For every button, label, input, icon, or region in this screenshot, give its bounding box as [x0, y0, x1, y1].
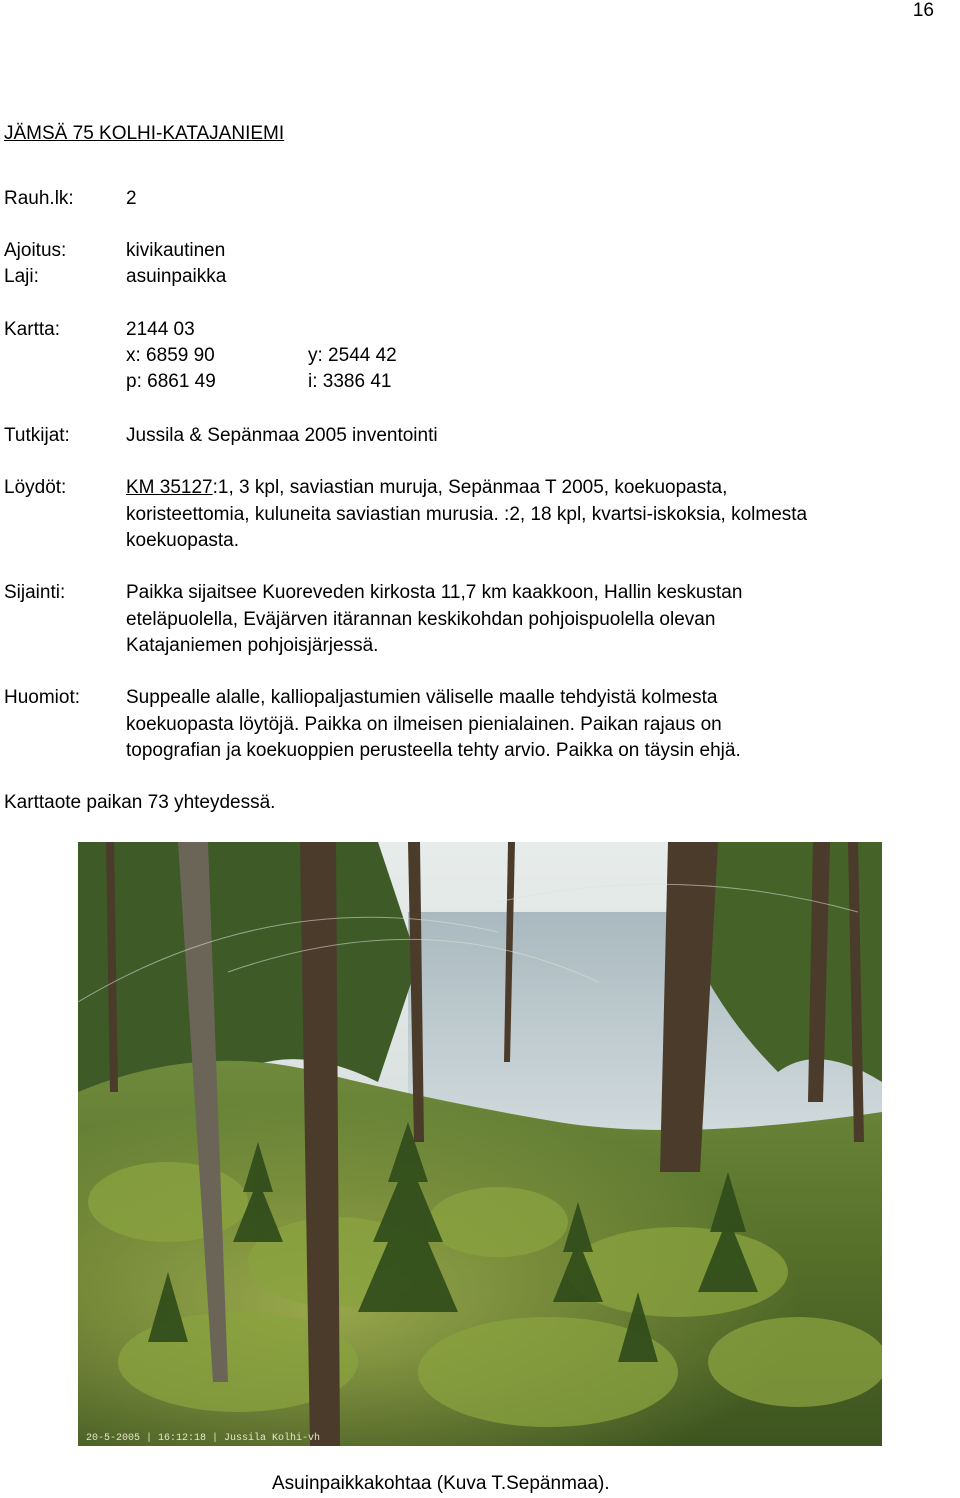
page-number: 16: [912, 0, 934, 21]
huomiot-label: Huomiot:: [4, 687, 81, 708]
site-title: JÄMSÄ 75 KOLHI-KATAJANIEMI: [4, 123, 285, 144]
tutkijat-label: Tutkijat:: [4, 425, 70, 446]
y-coordinate: y: 2544 42: [308, 345, 397, 366]
sijainti-line-2: eteläpuolella, Eväjärven itärannan keskikohdan pohjoispuolella olevan: [126, 608, 716, 630]
x-coordinate: x: 6859 90: [126, 345, 215, 366]
huomiot-line-3: topografian ja koekuoppien perusteella tehty arvio. Paikka on täysin ehjä.: [126, 740, 741, 761]
kartta-value: 2144 03: [126, 319, 195, 340]
sijainti-text: [126, 580, 956, 660]
photo-timestamp: 20-5-2005 | 16:12:18 | Jussila Kolhi-vh: [86, 1433, 321, 1444]
rauh-value: 2: [126, 188, 137, 209]
sijainti-line-3: Katajaniemen pohjoisjärjessä.: [126, 635, 379, 656]
map-note: Karttaote paikan 73 yhteydessä.: [4, 792, 276, 813]
rauh-label: Rauh.lk:: [4, 188, 74, 209]
loydot-text: [126, 475, 956, 555]
kartta-label: Kartta:: [4, 319, 60, 340]
loydot-line-1: [126, 475, 956, 502]
tutkijat-value: Jussila & Sepänmaa 2005 inventointi: [126, 425, 438, 446]
loydot-line-2: koristeettomia, kuluneita saviastian murusia. :2, 18 kpl, kvartsi-iskoksia, kolmesta: [126, 503, 808, 525]
huomiot-line-2: koekuopasta löytöjä. Paikka on ilmeisen pienialainen. Paikan rajaus on: [126, 713, 722, 735]
laji-value: asuinpaikka: [126, 266, 227, 287]
sijainti-label: Sijainti:: [4, 582, 66, 603]
sijainti-line-1: Paikka sijaitsee Kuoreveden kirkosta 11,7 km kaakkoon, Hallin keskustan: [126, 582, 743, 603]
p-coordinate: p: 6861 49: [126, 371, 216, 392]
ajoitus-value: kivikautinen: [126, 240, 226, 261]
huomiot-text: [126, 685, 956, 765]
laji-label: Laji:: [4, 266, 39, 287]
i-coordinate: i: 3386 41: [308, 371, 392, 392]
catalog-number: KM 35127: [126, 477, 213, 498]
huomiot-line-1: Suppealle alalle, kalliopaljastumien väliselle maalle tehdyistä kolmesta: [126, 687, 718, 708]
forest-photo: [78, 842, 882, 1446]
photo-caption: Asuinpaikkakohtaa (Kuva T.Sepänmaa).: [272, 1473, 610, 1494]
loydot-line-1-rest: :1, 3 kpl, saviastian muruja, Sepänmaa T 2005, koekuopasta,: [212, 477, 728, 498]
forest-photo-drawing: [78, 842, 882, 1446]
loydot-label: Löydöt:: [4, 477, 67, 498]
loydot-line-3: koekuopasta.: [126, 530, 240, 551]
ajoitus-label: Ajoitus:: [4, 240, 67, 261]
